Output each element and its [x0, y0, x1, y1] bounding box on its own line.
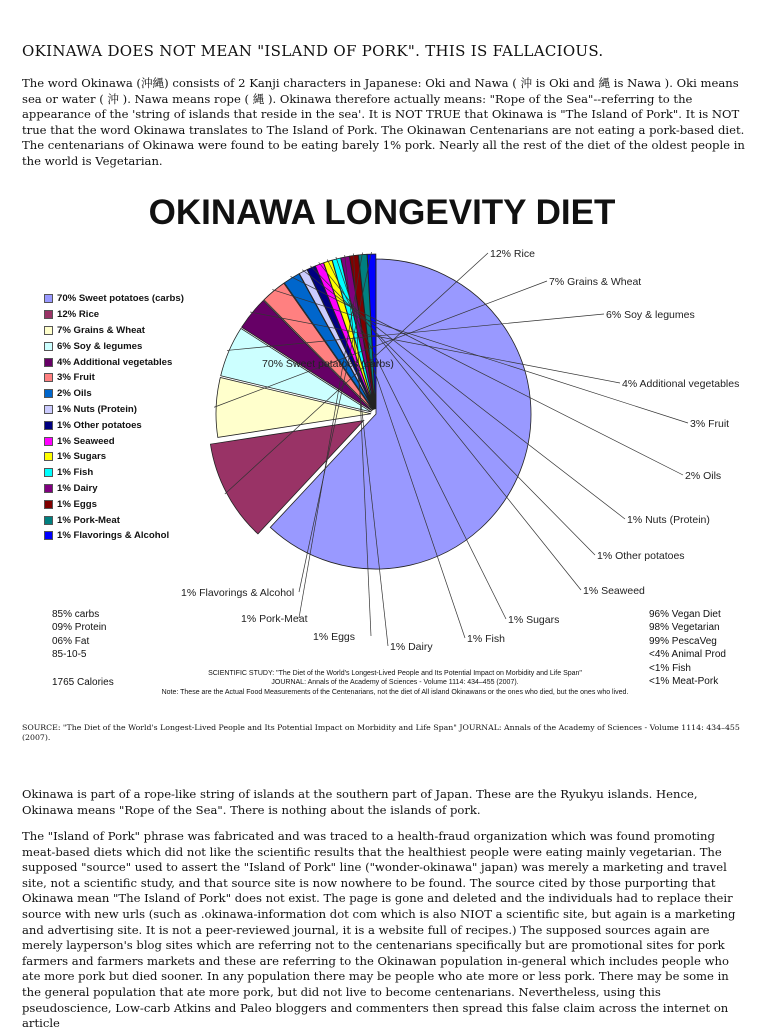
legend-label: 1% Nuts (Protein) [57, 403, 137, 415]
macro-stats [52, 608, 106, 662]
stat-animal-prod: <4% Animal Prod [649, 649, 726, 661]
legend-swatch [44, 405, 53, 414]
stat-fat: 06% Fat [52, 635, 90, 647]
legend-swatch [44, 500, 53, 509]
legend-swatch [44, 531, 53, 540]
legend-swatch [44, 326, 53, 335]
legend-label: 1% Eggs [57, 498, 97, 510]
legend-swatch [44, 294, 53, 303]
slice-label-16: 1% Flavorings & Alcohol [181, 587, 295, 599]
slice-label-4: 6% Soy & legumes [606, 309, 695, 321]
legend-label: 4% Additional vegetables [57, 356, 173, 368]
legend-item-5 [44, 354, 184, 370]
slice-label-11: 1% Sugars [508, 614, 560, 626]
slice-label-9: 1% Other potatoes [597, 550, 685, 562]
legend-label: 1% Dairy [57, 482, 98, 494]
legend-label: 1% Fish [57, 467, 94, 479]
legend-item-14 [44, 496, 184, 512]
legend-item-11 [44, 449, 184, 465]
intro-paragraph: The word Okinawa (沖縄) consists of 2 Kanji characters in Japanese: Oki and Nawa ( 沖 is Oki and 縄 is Nawa ). Oki means sea or water ( 沖 ). Nawa means rope ( 縄 ). Okinawa therefore actually means: "Rope of the Sea"--referring to the appearance of the 'string of islands that reside in the sea'. It is NOT TRUE that Okinawa is "The Island of Pork". It is NOT true that the word Okinawa translates to The Island of Pork. The Okinawan Centenarians are not eating a pork-based diet. The centenarians of Okinawa were found to be eating barely 1% pork. Nearly all the rest of the diet of the oldest people in the world is Vegetarian. [22, 76, 745, 168]
slice-label-3: 7% Grains & Wheat [549, 276, 642, 288]
legend-item-4 [44, 338, 184, 354]
slice-label-2: 12% Rice [490, 248, 535, 260]
legend-swatch [44, 310, 53, 319]
legend-item-15 [44, 512, 184, 528]
fabrication-paragraph: The "Island of Pork" phrase was fabricated and was traced to a health-fraud organization which was found promoting meat-based diets which did not like the scientific results that the healthiest people were eating mainly vegetarian. The supposed "source" used to assert the "Island of Pork" line ("wonder-okinawa" japan) was merely a marketing and travel site, not a scientific study, and that source site is now nowhere to be found. The source cited by those purporting that Okinawa mean "The Island of Pork" does not exist. The page is gone and deleted and the individuals had to replace their source with new urls (such as .okinawa-information dot com which is also NIOT a scientific site, but again is a marketing and advertising site. It is not a peer-reviewed journal, it is a website full of recipes.) The supposed sources again are merely layperson's blog sites which are referring not to the centenarians specifically but are promotional sites for pork farmers and farmers markets and these are referring to the Okinawan population in-general which includes people who ate more pork but died sooner. In any population there may be people who ate more or less pork. There may be some in the general population that ate more pork, but did not live to become centenarians. Nevertheless, using this pseudoscience, Low-carb Atkins and Paleo bloggers and commenters then spread this false claim across the internet on article [22, 829, 736, 1031]
legend-swatch [44, 421, 53, 430]
legend-swatch [44, 516, 53, 525]
legend-label: 1% Sugars [57, 451, 107, 463]
slice-label-1: 70% Sweet potatoes (carbs) [262, 358, 394, 370]
study-line: SCIENTIFIC STUDY: "The Diet of the World's Longest-Lived People and Its Potential Impact on Morbidity and Life Span" [208, 670, 582, 677]
chart-title: OKINAWA LONGEVITY DIET [148, 193, 616, 232]
article-heading: OKINAWA DOES NOT MEAN "ISLAND OF PORK". THIS IS FALLACIOUS. [22, 42, 604, 60]
note-line: Note: These are the Actual Food Measurements of the Centenarians, not the diet of All island Okinawans or the ones who died, but the ones who lived. [161, 688, 629, 696]
legend-item-7 [44, 386, 184, 402]
rope-of-sea-paragraph: Okinawa is part of a rope-like string of islands at the southern part of Japan. These are the Ryukyu islands. Hence, Okinawa means "Rope of the Sea". There is nothing about the islands of pork. [22, 787, 698, 817]
legend-label: 1% Flavorings & Alcohol [57, 530, 170, 542]
legend-label: 2% Oils [57, 388, 92, 400]
legend-swatch [44, 437, 53, 446]
legend-swatch [44, 484, 53, 493]
legend-item-3 [44, 323, 184, 339]
legend-label: 6% Soy & legumes [57, 340, 143, 352]
slice-label-8: 1% Nuts (Protein) [627, 514, 710, 526]
slice-label-10: 1% Seaweed [583, 585, 645, 597]
legend-swatch [44, 358, 53, 367]
stat-calories: 1765 Calories [52, 677, 114, 688]
stat-carbs: 85% carbs [52, 609, 100, 620]
slice-label-6: 3% Fruit [690, 418, 730, 430]
legend-label: 3% Fruit [57, 372, 95, 384]
slice-label-12: 1% Fish [467, 633, 505, 645]
stat-vegetarian: 98% Vegetarian [649, 622, 720, 634]
legend-item-2 [44, 307, 184, 323]
legend-label: 12% Rice [57, 309, 100, 321]
stat-ratio: 85-10-5 [52, 649, 87, 661]
source-citation: SOURCE: "The Diet of the World's Longest-Lived People and Its Potential Impact on Morbidity and Life Span" JOURNAL: Annals of the Academy of Sciences - Volume 1114: 434–455 (2007). [22, 723, 740, 742]
legend-swatch [44, 452, 53, 461]
study-citation [150, 669, 640, 697]
legend-item-9 [44, 417, 184, 433]
legend-label: 1% Other potatoes [57, 419, 142, 431]
legend-item-6 [44, 370, 184, 386]
legend-item-16 [44, 528, 184, 544]
legend-label: 7% Grains & Wheat [57, 324, 145, 336]
legend-swatch [44, 373, 53, 382]
slice-label-15: 1% Pork-Meat [241, 613, 308, 625]
legend-swatch [44, 468, 53, 477]
legend-swatch [44, 389, 53, 398]
stat-protein: 09% Protein [52, 622, 107, 634]
legend-item-12 [44, 465, 184, 481]
stat-pescaveg: 99% PescaVeg [649, 635, 717, 647]
stat-vegan: 96% Vegan Diet [649, 609, 721, 620]
chart-legend [44, 291, 184, 544]
legend-item-1 [44, 291, 184, 307]
legend-label: 1% Pork-Meat [57, 514, 120, 526]
legend-label: 1% Seaweed [57, 435, 115, 447]
legend-swatch [44, 342, 53, 351]
legend-item-13 [44, 481, 184, 497]
slice-label-13: 1% Dairy [390, 641, 433, 653]
journal-line: JOURNAL: Annals of the Academy of Sciences - Volume 1114: 434–455 (2007). [271, 679, 519, 687]
diet-type-stats [649, 608, 726, 688]
stat-meat-pork: <1% Meat-Pork [649, 676, 719, 688]
legend-label: 70% Sweet potatoes (carbs) [57, 293, 184, 305]
legend-item-8 [44, 402, 184, 418]
slice-label-7: 2% Oils [685, 470, 722, 482]
legend-item-10 [44, 433, 184, 449]
stat-fish: <1% Fish [649, 662, 691, 674]
slice-label-14: 1% Eggs [313, 631, 356, 643]
slice-label-5: 4% Additional vegetables [622, 378, 740, 390]
